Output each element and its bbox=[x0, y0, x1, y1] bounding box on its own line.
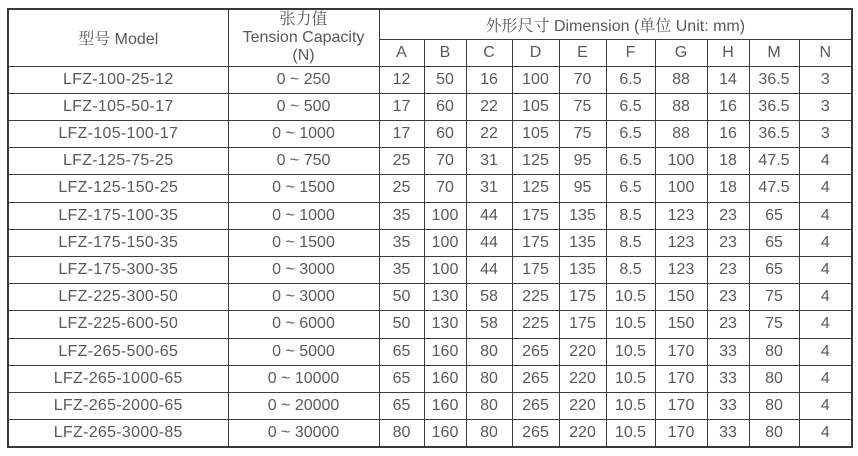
dimension-cell-d: 125 bbox=[512, 175, 559, 202]
dimension-cell-h: 33 bbox=[707, 420, 749, 447]
dimension-cell-b: 100 bbox=[424, 229, 466, 256]
tension-column-header bbox=[228, 9, 379, 66]
dimension-cell-c: 80 bbox=[466, 365, 512, 392]
dimension-cell-d: 105 bbox=[512, 120, 559, 147]
dimension-cell-h: 33 bbox=[707, 392, 749, 419]
dimension-letter-header-g: G bbox=[655, 39, 707, 66]
dimension-cell-a: 25 bbox=[379, 148, 424, 175]
dimension-cell-c: 80 bbox=[466, 338, 512, 365]
dimension-cell-n: 3 bbox=[799, 93, 852, 120]
dimension-cell-e: 220 bbox=[559, 420, 606, 447]
dimension-cell-g: 123 bbox=[655, 202, 707, 229]
dimension-cell-h: 14 bbox=[707, 66, 749, 93]
tension-header-unit: (N) bbox=[292, 46, 315, 64]
dimension-letter-header-f: F bbox=[606, 39, 655, 66]
dimension-cell-c: 31 bbox=[466, 175, 512, 202]
dimension-cell-h: 23 bbox=[707, 202, 749, 229]
table-row bbox=[8, 420, 852, 447]
dimension-cell-m: 65 bbox=[749, 229, 799, 256]
table-row bbox=[8, 392, 852, 419]
dimension-cell-b: 130 bbox=[424, 284, 466, 311]
table-row bbox=[8, 202, 852, 229]
dimension-cell-a: 17 bbox=[379, 120, 424, 147]
dimension-cell-a: 12 bbox=[379, 66, 424, 93]
dimension-cell-g: 123 bbox=[655, 229, 707, 256]
model-cell: LFZ-105-100-17 bbox=[8, 120, 228, 147]
tension-header-zh: 张力值 bbox=[279, 10, 328, 28]
dimension-cell-n: 4 bbox=[799, 365, 852, 392]
dimension-cell-g: 170 bbox=[655, 338, 707, 365]
dimension-letter-header-d: D bbox=[512, 39, 559, 66]
tension-cell: 0 ~ 6000 bbox=[228, 311, 379, 338]
dimension-cell-e: 220 bbox=[559, 338, 606, 365]
table-row bbox=[8, 284, 852, 311]
dimension-cell-b: 50 bbox=[424, 66, 466, 93]
dimension-cell-d: 175 bbox=[512, 256, 559, 283]
dimension-letter-header-m: M bbox=[749, 39, 799, 66]
dimension-cell-n: 4 bbox=[799, 392, 852, 419]
dimension-cell-e: 135 bbox=[559, 229, 606, 256]
table-row bbox=[8, 148, 852, 175]
dimension-cell-a: 65 bbox=[379, 365, 424, 392]
model-cell: LFZ-225-600-50 bbox=[8, 311, 228, 338]
table-row bbox=[8, 338, 852, 365]
dimension-cell-d: 175 bbox=[512, 202, 559, 229]
dimension-cell-g: 88 bbox=[655, 93, 707, 120]
table-row bbox=[8, 229, 852, 256]
model-cell: LFZ-175-300-35 bbox=[8, 256, 228, 283]
model-column-header: 型号 Model bbox=[8, 9, 228, 66]
dimension-cell-a: 65 bbox=[379, 392, 424, 419]
dimension-cell-b: 70 bbox=[424, 148, 466, 175]
model-cell: LFZ-175-150-35 bbox=[8, 229, 228, 256]
dimension-cell-h: 16 bbox=[707, 93, 749, 120]
dimension-letter-header-n: N bbox=[799, 39, 852, 66]
dimension-cell-f: 10.5 bbox=[606, 392, 655, 419]
dimension-cell-a: 35 bbox=[379, 202, 424, 229]
dimension-cell-a: 50 bbox=[379, 311, 424, 338]
dimension-cell-a: 35 bbox=[379, 229, 424, 256]
dimension-cell-d: 225 bbox=[512, 311, 559, 338]
dimension-cell-b: 100 bbox=[424, 202, 466, 229]
tension-cell: 0 ~ 750 bbox=[228, 148, 379, 175]
dimension-letter-header-h: H bbox=[707, 39, 749, 66]
dimension-cell-h: 18 bbox=[707, 175, 749, 202]
dimension-cell-n: 4 bbox=[799, 229, 852, 256]
dimension-cell-g: 123 bbox=[655, 256, 707, 283]
dimension-cell-g: 170 bbox=[655, 392, 707, 419]
dimension-cell-n: 4 bbox=[799, 256, 852, 283]
model-cell: LFZ-265-500-65 bbox=[8, 338, 228, 365]
dimension-cell-n: 4 bbox=[799, 175, 852, 202]
dimension-cell-f: 6.5 bbox=[606, 148, 655, 175]
tension-cell: 0 ~ 3000 bbox=[228, 284, 379, 311]
model-cell: LFZ-125-75-25 bbox=[8, 148, 228, 175]
dimension-cell-h: 23 bbox=[707, 256, 749, 283]
model-cell: LFZ-100-25-12 bbox=[8, 66, 228, 93]
dimension-cell-m: 47.5 bbox=[749, 175, 799, 202]
tension-cell: 0 ~ 20000 bbox=[228, 392, 379, 419]
dimension-cell-a: 17 bbox=[379, 93, 424, 120]
dimension-cell-e: 175 bbox=[559, 284, 606, 311]
model-cell: LFZ-225-300-50 bbox=[8, 284, 228, 311]
dimension-cell-b: 160 bbox=[424, 420, 466, 447]
dimension-cell-h: 23 bbox=[707, 284, 749, 311]
dimension-cell-e: 70 bbox=[559, 66, 606, 93]
dimension-cell-a: 35 bbox=[379, 256, 424, 283]
tension-cell: 0 ~ 250 bbox=[228, 66, 379, 93]
model-cell: LFZ-105-50-17 bbox=[8, 93, 228, 120]
dimension-cell-n: 4 bbox=[799, 420, 852, 447]
dimension-cell-h: 16 bbox=[707, 120, 749, 147]
table-row bbox=[8, 66, 852, 93]
dimension-cell-d: 175 bbox=[512, 229, 559, 256]
dimension-cell-n: 3 bbox=[799, 66, 852, 93]
dimension-cell-m: 36.5 bbox=[749, 66, 799, 93]
dimension-cell-b: 160 bbox=[424, 338, 466, 365]
dimension-cell-g: 100 bbox=[655, 175, 707, 202]
tension-cell: 0 ~ 30000 bbox=[228, 420, 379, 447]
tension-cell: 0 ~ 10000 bbox=[228, 365, 379, 392]
dimension-cell-g: 170 bbox=[655, 420, 707, 447]
dimension-cell-b: 100 bbox=[424, 256, 466, 283]
dimension-cell-f: 6.5 bbox=[606, 120, 655, 147]
tension-cell: 0 ~ 1000 bbox=[228, 120, 379, 147]
dimension-cell-c: 31 bbox=[466, 148, 512, 175]
dimension-cell-f: 8.5 bbox=[606, 229, 655, 256]
dimension-cell-h: 23 bbox=[707, 311, 749, 338]
dimension-cell-a: 50 bbox=[379, 284, 424, 311]
dimension-cell-m: 36.5 bbox=[749, 93, 799, 120]
dimension-cell-f: 10.5 bbox=[606, 338, 655, 365]
dimension-cell-h: 33 bbox=[707, 365, 749, 392]
table-row bbox=[8, 311, 852, 338]
dimension-cell-b: 60 bbox=[424, 120, 466, 147]
dimension-cell-h: 33 bbox=[707, 338, 749, 365]
dimension-cell-g: 150 bbox=[655, 311, 707, 338]
dimension-cell-f: 10.5 bbox=[606, 365, 655, 392]
tension-cell: 0 ~ 500 bbox=[228, 93, 379, 120]
dimension-cell-d: 100 bbox=[512, 66, 559, 93]
dimension-cell-c: 44 bbox=[466, 256, 512, 283]
dimension-cell-b: 60 bbox=[424, 93, 466, 120]
table-row bbox=[8, 93, 852, 120]
table-row bbox=[8, 175, 852, 202]
dimension-cell-n: 4 bbox=[799, 284, 852, 311]
dimension-cell-h: 18 bbox=[707, 148, 749, 175]
dimension-cell-n: 4 bbox=[799, 202, 852, 229]
dimension-cell-f: 6.5 bbox=[606, 66, 655, 93]
dimension-cell-f: 8.5 bbox=[606, 202, 655, 229]
dimension-cell-b: 160 bbox=[424, 365, 466, 392]
tension-header-en: Tension Capacity bbox=[242, 28, 365, 46]
dimension-cell-n: 4 bbox=[799, 338, 852, 365]
dimension-cell-d: 125 bbox=[512, 148, 559, 175]
dimension-cell-c: 80 bbox=[466, 420, 512, 447]
dimension-cell-c: 22 bbox=[466, 93, 512, 120]
table-body bbox=[8, 66, 852, 447]
table-row bbox=[8, 120, 852, 147]
dimension-cell-m: 65 bbox=[749, 202, 799, 229]
tension-cell: 0 ~ 3000 bbox=[228, 256, 379, 283]
dimension-letter-header-c: C bbox=[466, 39, 512, 66]
dimension-cell-g: 88 bbox=[655, 120, 707, 147]
dimension-cell-m: 80 bbox=[749, 420, 799, 447]
dimension-cell-n: 4 bbox=[799, 148, 852, 175]
dimension-cell-a: 80 bbox=[379, 420, 424, 447]
dimension-cell-m: 36.5 bbox=[749, 120, 799, 147]
dimension-cell-e: 95 bbox=[559, 175, 606, 202]
dimension-cell-f: 10.5 bbox=[606, 420, 655, 447]
dimension-cell-e: 95 bbox=[559, 148, 606, 175]
tension-cell: 0 ~ 1500 bbox=[228, 229, 379, 256]
dimension-cell-a: 65 bbox=[379, 338, 424, 365]
dimension-cell-c: 44 bbox=[466, 202, 512, 229]
tension-cell: 0 ~ 5000 bbox=[228, 338, 379, 365]
dimension-letter-header-b: B bbox=[424, 39, 466, 66]
dimension-cell-f: 10.5 bbox=[606, 311, 655, 338]
dimension-cell-d: 225 bbox=[512, 284, 559, 311]
table-header bbox=[8, 9, 852, 66]
dimension-cell-c: 16 bbox=[466, 66, 512, 93]
dimension-cell-c: 58 bbox=[466, 284, 512, 311]
dimension-cell-m: 75 bbox=[749, 311, 799, 338]
model-cell: LFZ-175-100-35 bbox=[8, 202, 228, 229]
dimension-cell-e: 75 bbox=[559, 93, 606, 120]
dimension-cell-c: 58 bbox=[466, 311, 512, 338]
dimension-cell-d: 265 bbox=[512, 392, 559, 419]
dimension-cell-e: 135 bbox=[559, 256, 606, 283]
dimension-cell-m: 80 bbox=[749, 338, 799, 365]
dimension-cell-d: 265 bbox=[512, 365, 559, 392]
dimension-cell-c: 80 bbox=[466, 392, 512, 419]
dimension-letter-header-a: A bbox=[379, 39, 424, 66]
dimension-cell-e: 220 bbox=[559, 392, 606, 419]
dimension-cell-f: 6.5 bbox=[606, 93, 655, 120]
header-row-top bbox=[8, 9, 852, 39]
dimension-cell-g: 150 bbox=[655, 284, 707, 311]
dimension-cell-e: 75 bbox=[559, 120, 606, 147]
dimension-cell-a: 25 bbox=[379, 175, 424, 202]
dimension-cell-m: 80 bbox=[749, 392, 799, 419]
dimension-letter-header-e: E bbox=[559, 39, 606, 66]
dimension-cell-m: 75 bbox=[749, 284, 799, 311]
dimension-cell-b: 130 bbox=[424, 311, 466, 338]
dimension-cell-e: 135 bbox=[559, 202, 606, 229]
tension-cell: 0 ~ 1500 bbox=[228, 175, 379, 202]
model-cell: LFZ-125-150-25 bbox=[8, 175, 228, 202]
dimension-cell-m: 47.5 bbox=[749, 148, 799, 175]
dimension-cell-g: 170 bbox=[655, 365, 707, 392]
dimension-cell-m: 80 bbox=[749, 365, 799, 392]
dimension-cell-b: 160 bbox=[424, 392, 466, 419]
dimension-cell-e: 220 bbox=[559, 365, 606, 392]
tension-cell: 0 ~ 1000 bbox=[228, 202, 379, 229]
dimension-cell-f: 10.5 bbox=[606, 284, 655, 311]
dimension-cell-f: 6.5 bbox=[606, 175, 655, 202]
model-cell: LFZ-265-1000-65 bbox=[8, 365, 228, 392]
spec-table bbox=[7, 8, 853, 448]
dimension-cell-d: 265 bbox=[512, 338, 559, 365]
dimension-cell-g: 100 bbox=[655, 148, 707, 175]
table-row bbox=[8, 256, 852, 283]
table-row bbox=[8, 365, 852, 392]
dimension-cell-f: 8.5 bbox=[606, 256, 655, 283]
model-cell: LFZ-265-3000-85 bbox=[8, 420, 228, 447]
dimension-cell-n: 3 bbox=[799, 120, 852, 147]
dimension-cell-m: 65 bbox=[749, 256, 799, 283]
dimension-cell-d: 105 bbox=[512, 93, 559, 120]
dimension-cell-g: 88 bbox=[655, 66, 707, 93]
dimension-group-header: 外形尺寸 Dimension (单位 Unit: mm) bbox=[379, 9, 852, 39]
dimension-cell-b: 70 bbox=[424, 175, 466, 202]
dimension-cell-n: 4 bbox=[799, 311, 852, 338]
dimension-cell-d: 265 bbox=[512, 420, 559, 447]
dimension-cell-e: 175 bbox=[559, 311, 606, 338]
dimension-cell-h: 23 bbox=[707, 229, 749, 256]
dimension-cell-c: 44 bbox=[466, 229, 512, 256]
model-cell: LFZ-265-2000-65 bbox=[8, 392, 228, 419]
dimension-cell-c: 22 bbox=[466, 120, 512, 147]
